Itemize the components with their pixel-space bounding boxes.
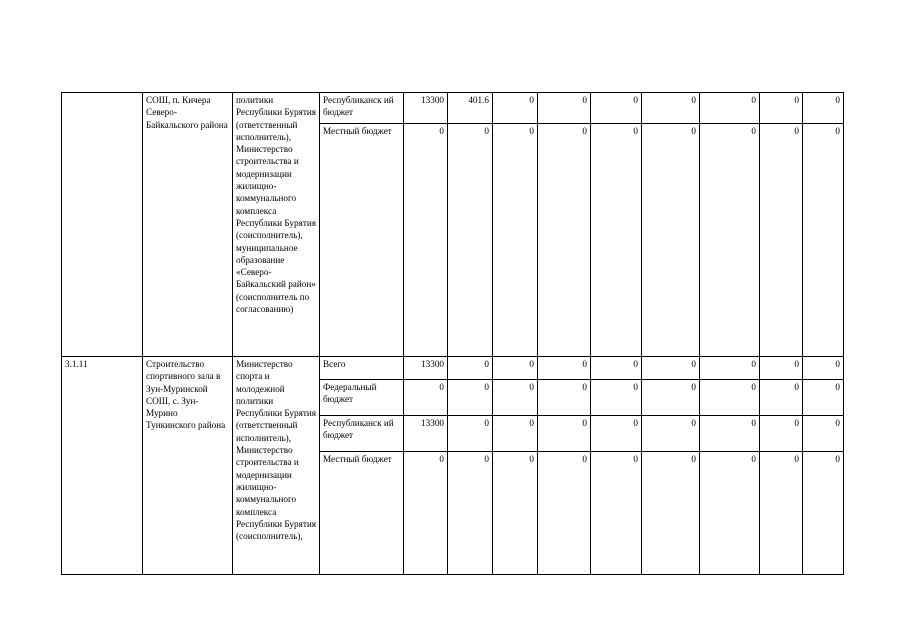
funding-source-cell: Всего xyxy=(320,357,404,380)
value-cell: 0 xyxy=(493,380,538,416)
value-cell: 0 xyxy=(700,357,760,380)
value-cell: 0 xyxy=(448,357,493,380)
value-cell: 0 xyxy=(803,93,844,124)
value-cell: 0 xyxy=(642,93,700,124)
executors-cell: Министерство спорта и молодежной политики Республики Бурятия (ответственный исполнитель), Министерство строительства и модернизации жилищно- коммунального комплекса Республики Бурятия (соисполнитель), xyxy=(233,357,320,575)
object-name-cell: Строительство спортивного зала в Зун-Муринской СОШ, с. Зун- Мурино Тункинского района xyxy=(143,357,233,575)
value-cell: 0 xyxy=(760,93,803,124)
value-cell: 0 xyxy=(591,93,642,124)
value-cell: 0 xyxy=(700,93,760,124)
value-cell: 0 xyxy=(538,380,591,416)
value-cell: 13300 xyxy=(404,93,448,124)
value-cell: 0 xyxy=(404,452,448,575)
value-cell: 0 xyxy=(538,93,591,124)
value-cell: 0 xyxy=(760,124,803,357)
value-cell: 0 xyxy=(591,452,642,575)
value-cell: 0 xyxy=(760,416,803,452)
value-cell: 0 xyxy=(448,416,493,452)
value-cell: 0 xyxy=(493,357,538,380)
value-cell: 0 xyxy=(404,124,448,357)
table-row xyxy=(62,93,844,124)
value-cell: 0 xyxy=(803,124,844,357)
value-cell: 13300 xyxy=(404,416,448,452)
item-number-cell xyxy=(62,93,143,357)
funding-source-cell: Федеральный бюджет xyxy=(320,380,404,416)
value-cell: 0 xyxy=(493,93,538,124)
value-cell: 0 xyxy=(642,416,700,452)
value-cell: 0 xyxy=(493,452,538,575)
value-cell: 0 xyxy=(642,124,700,357)
value-cell: 0 xyxy=(700,124,760,357)
value-cell: 0 xyxy=(760,452,803,575)
value-cell: 0 xyxy=(803,452,844,575)
value-cell: 0 xyxy=(448,452,493,575)
funding-source-cell: Республиканск ий бюджет xyxy=(320,93,404,124)
executors-cell: политики Республики Бурятия (ответственный исполнитель), Министерство строительства и модернизации жилищно- коммунального комплекса Республики Бурятия (соисполнитель), муниципальное образование «Северо- Байкальский район» (соисполнитель по согласованию) xyxy=(233,93,320,357)
value-cell: 0 xyxy=(591,124,642,357)
funding-source-cell: Местный бюджет xyxy=(320,124,404,357)
value-cell: 0 xyxy=(404,380,448,416)
item-number-cell: 3.1.11 xyxy=(62,357,143,575)
value-cell: 0 xyxy=(760,357,803,380)
value-cell: 0 xyxy=(760,380,803,416)
value-cell: 0 xyxy=(448,380,493,416)
table-row xyxy=(62,357,844,380)
value-cell: 0 xyxy=(591,416,642,452)
value-cell: 0 xyxy=(538,452,591,575)
value-cell: 13300 xyxy=(404,357,448,380)
value-cell: 401.6 xyxy=(448,93,493,124)
value-cell: 0 xyxy=(700,380,760,416)
value-cell: 0 xyxy=(591,357,642,380)
value-cell: 0 xyxy=(642,357,700,380)
value-cell: 0 xyxy=(538,357,591,380)
budget-table xyxy=(61,92,844,575)
value-cell: 0 xyxy=(700,452,760,575)
value-cell: 0 xyxy=(642,380,700,416)
value-cell: 0 xyxy=(493,416,538,452)
object-name-cell: СОШ, п. Кичера Северо- Байкальского района xyxy=(143,93,233,357)
value-cell: 0 xyxy=(493,124,538,357)
value-cell: 0 xyxy=(700,416,760,452)
value-cell: 0 xyxy=(803,416,844,452)
value-cell: 0 xyxy=(591,380,642,416)
funding-source-cell: Местный бюджет xyxy=(320,452,404,575)
value-cell: 0 xyxy=(538,416,591,452)
value-cell: 0 xyxy=(642,452,700,575)
funding-source-cell: Республиканск ий бюджет xyxy=(320,416,404,452)
value-cell: 0 xyxy=(803,357,844,380)
value-cell: 0 xyxy=(538,124,591,357)
value-cell: 0 xyxy=(803,380,844,416)
value-cell: 0 xyxy=(448,124,493,357)
